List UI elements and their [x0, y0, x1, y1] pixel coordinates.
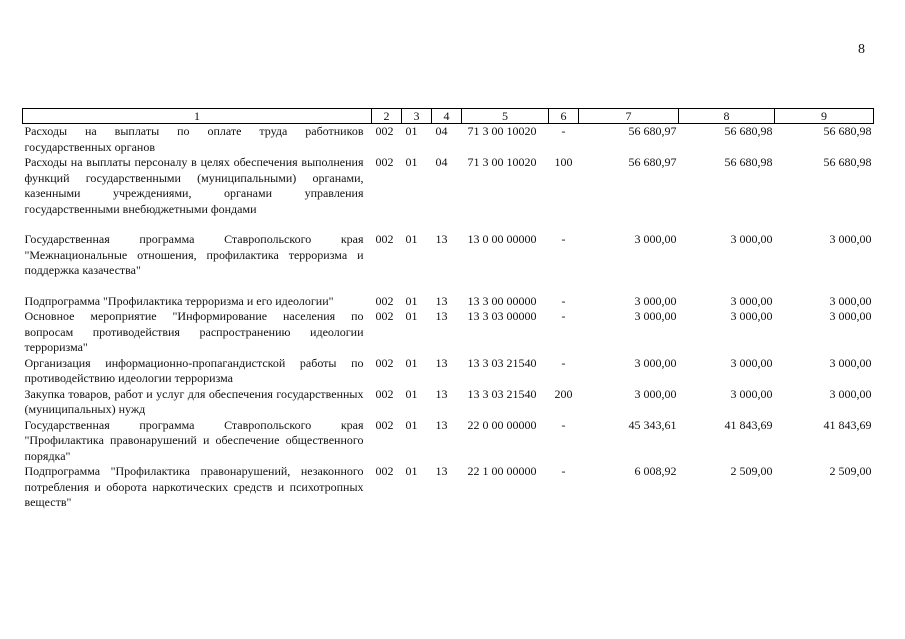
column-header: 6 — [549, 109, 579, 124]
column-header: 4 — [432, 109, 462, 124]
target-article-code: 13 3 00 00000 — [467, 293, 537, 308]
grbs-code: 002 — [375, 232, 394, 246]
subsection-code: 13 — [435, 464, 448, 478]
subsection-code: 13 — [435, 293, 448, 308]
row-name: Государственная программа Ставропольского края "Межнациональные отношения, профилактика терроризма и поддержка казачества" — [24, 232, 364, 277]
row-name: Основное мероприятие "Информирование населения по вопросам противодействия распространению идеологии терроризма" — [24, 309, 364, 354]
row-name: Подпрограмма "Профилактика терроризма и его идеологии" — [24, 293, 334, 308]
amount-col7: 3 000,00 — [634, 293, 677, 308]
subsection-code: 13 — [435, 309, 448, 323]
amount-col9: 3 000,00 — [829, 293, 872, 308]
section-code: 01 — [405, 417, 418, 432]
spacer-row — [23, 217, 874, 232]
table-header-row — [23, 109, 874, 124]
row-name: Подпрограмма "Профилактика правонарушений, незаконного потребления и оборота наркотических средств и психотропных веществ" — [24, 464, 364, 509]
section-code: 01 — [405, 355, 418, 370]
column-header: 1 — [23, 109, 372, 124]
section-code: 01 — [405, 293, 418, 308]
row-name: Закупка товаров, работ и услуг для обеспечения государственных (муниципальных) нужд — [24, 386, 364, 416]
table-row — [23, 155, 874, 217]
amount-col7: 56 680,97 — [628, 124, 677, 138]
subsection-code: 04 — [435, 155, 448, 169]
section-code: 01 — [405, 309, 418, 323]
amount-col8: 56 680,98 — [724, 124, 773, 138]
target-article-code: 22 1 00 00000 — [467, 464, 537, 478]
amount-col7: 6 008,92 — [634, 464, 677, 478]
grbs-code: 002 — [375, 309, 394, 323]
amount-col9: 2 509,00 — [829, 464, 872, 478]
table-row — [23, 294, 874, 310]
amount-col9: 41 843,69 — [823, 417, 872, 432]
amount-col7: 56 680,97 — [628, 155, 677, 169]
row-name: Расходы на выплаты персоналу в целях обеспечения выполнения функций государственными (муниципальными) органами, казенными учреждениями, органами управления государственными внебюджетными фондами — [24, 155, 364, 216]
table-row — [23, 387, 874, 418]
table-row — [23, 356, 874, 387]
column-header: 7 — [579, 109, 679, 124]
amount-col7: 45 343,61 — [628, 417, 677, 432]
section-code: 01 — [405, 124, 418, 138]
amount-col7: 3 000,00 — [634, 355, 677, 370]
subsection-code: 13 — [435, 355, 448, 370]
target-article-code: 13 0 00 00000 — [467, 232, 537, 246]
subsection-code: 13 — [435, 386, 448, 401]
amount-col9: 3 000,00 — [829, 355, 872, 370]
amount-col9: 56 680,98 — [823, 155, 872, 169]
expense-type-code: - — [561, 124, 566, 138]
column-header: 8 — [679, 109, 775, 124]
target-article-code: 13 3 03 21540 — [467, 355, 537, 370]
amount-col9: 3 000,00 — [829, 232, 872, 246]
expense-type-code: - — [561, 464, 566, 478]
section-code: 01 — [405, 464, 418, 478]
grbs-code: 002 — [375, 355, 394, 370]
target-article-code: 22 0 00 00000 — [467, 417, 537, 432]
amount-col8: 3 000,00 — [730, 232, 773, 246]
amount-col8: 56 680,98 — [724, 155, 773, 169]
target-article-code: 13 3 03 00000 — [467, 309, 537, 323]
amount-col9: 56 680,98 — [823, 124, 872, 138]
column-header: 3 — [402, 109, 432, 124]
amount-col8: 3 000,00 — [730, 293, 773, 308]
section-code: 01 — [405, 386, 418, 401]
grbs-code: 002 — [375, 293, 394, 308]
expense-type-code: - — [561, 417, 566, 432]
expense-type-code: - — [561, 293, 566, 308]
amount-col9: 3 000,00 — [829, 309, 872, 323]
table-row — [23, 309, 874, 356]
column-header: 5 — [462, 109, 549, 124]
column-header: 2 — [372, 109, 402, 124]
grbs-code: 002 — [375, 464, 394, 478]
expense-type-code: 200 — [554, 386, 573, 401]
table-row — [23, 464, 874, 511]
amount-col7: 3 000,00 — [634, 309, 677, 323]
expense-type-code: - — [561, 309, 566, 323]
amount-col8: 3 000,00 — [730, 309, 773, 323]
row-name: Организация информационно-пропагандистской работы по противодействию идеологии терроризма — [24, 355, 364, 385]
section-code: 01 — [405, 232, 418, 246]
row-name: Государственная программа Ставропольского края "Профилактика правонарушений и обеспечение общественного порядка" — [24, 417, 364, 463]
target-article-code: 71 3 00 10020 — [467, 155, 537, 169]
grbs-code: 002 — [375, 417, 394, 432]
subsection-code: 13 — [435, 232, 448, 246]
target-article-code: 13 3 03 21540 — [467, 386, 537, 401]
expense-type-code: 100 — [554, 155, 573, 169]
target-article-code: 71 3 00 10020 — [467, 124, 537, 138]
subsection-code: 13 — [435, 417, 448, 432]
expense-type-code: - — [561, 355, 566, 370]
row-name: Расходы на выплаты по оплате труда работников государственных органов — [24, 124, 364, 154]
amount-col8: 3 000,00 — [730, 355, 773, 370]
amount-col7: 3 000,00 — [634, 232, 677, 246]
amount-col9: 3 000,00 — [829, 386, 872, 401]
amount-col8: 41 843,69 — [724, 417, 773, 432]
grbs-code: 002 — [375, 124, 394, 138]
page-number: 8 — [858, 42, 865, 57]
subsection-code: 04 — [435, 124, 448, 138]
grbs-code: 002 — [375, 155, 394, 169]
column-header: 9 — [775, 109, 874, 124]
grbs-code: 002 — [375, 386, 394, 401]
section-code: 01 — [405, 155, 418, 169]
table-row — [23, 418, 874, 465]
table-row — [23, 124, 874, 156]
amount-col8: 2 509,00 — [730, 464, 773, 478]
amount-col7: 3 000,00 — [634, 386, 677, 401]
expense-type-code: - — [561, 232, 566, 246]
spacer-row — [23, 279, 874, 294]
table-row — [23, 232, 874, 279]
amount-col8: 3 000,00 — [730, 386, 773, 401]
budget-table — [22, 108, 874, 511]
